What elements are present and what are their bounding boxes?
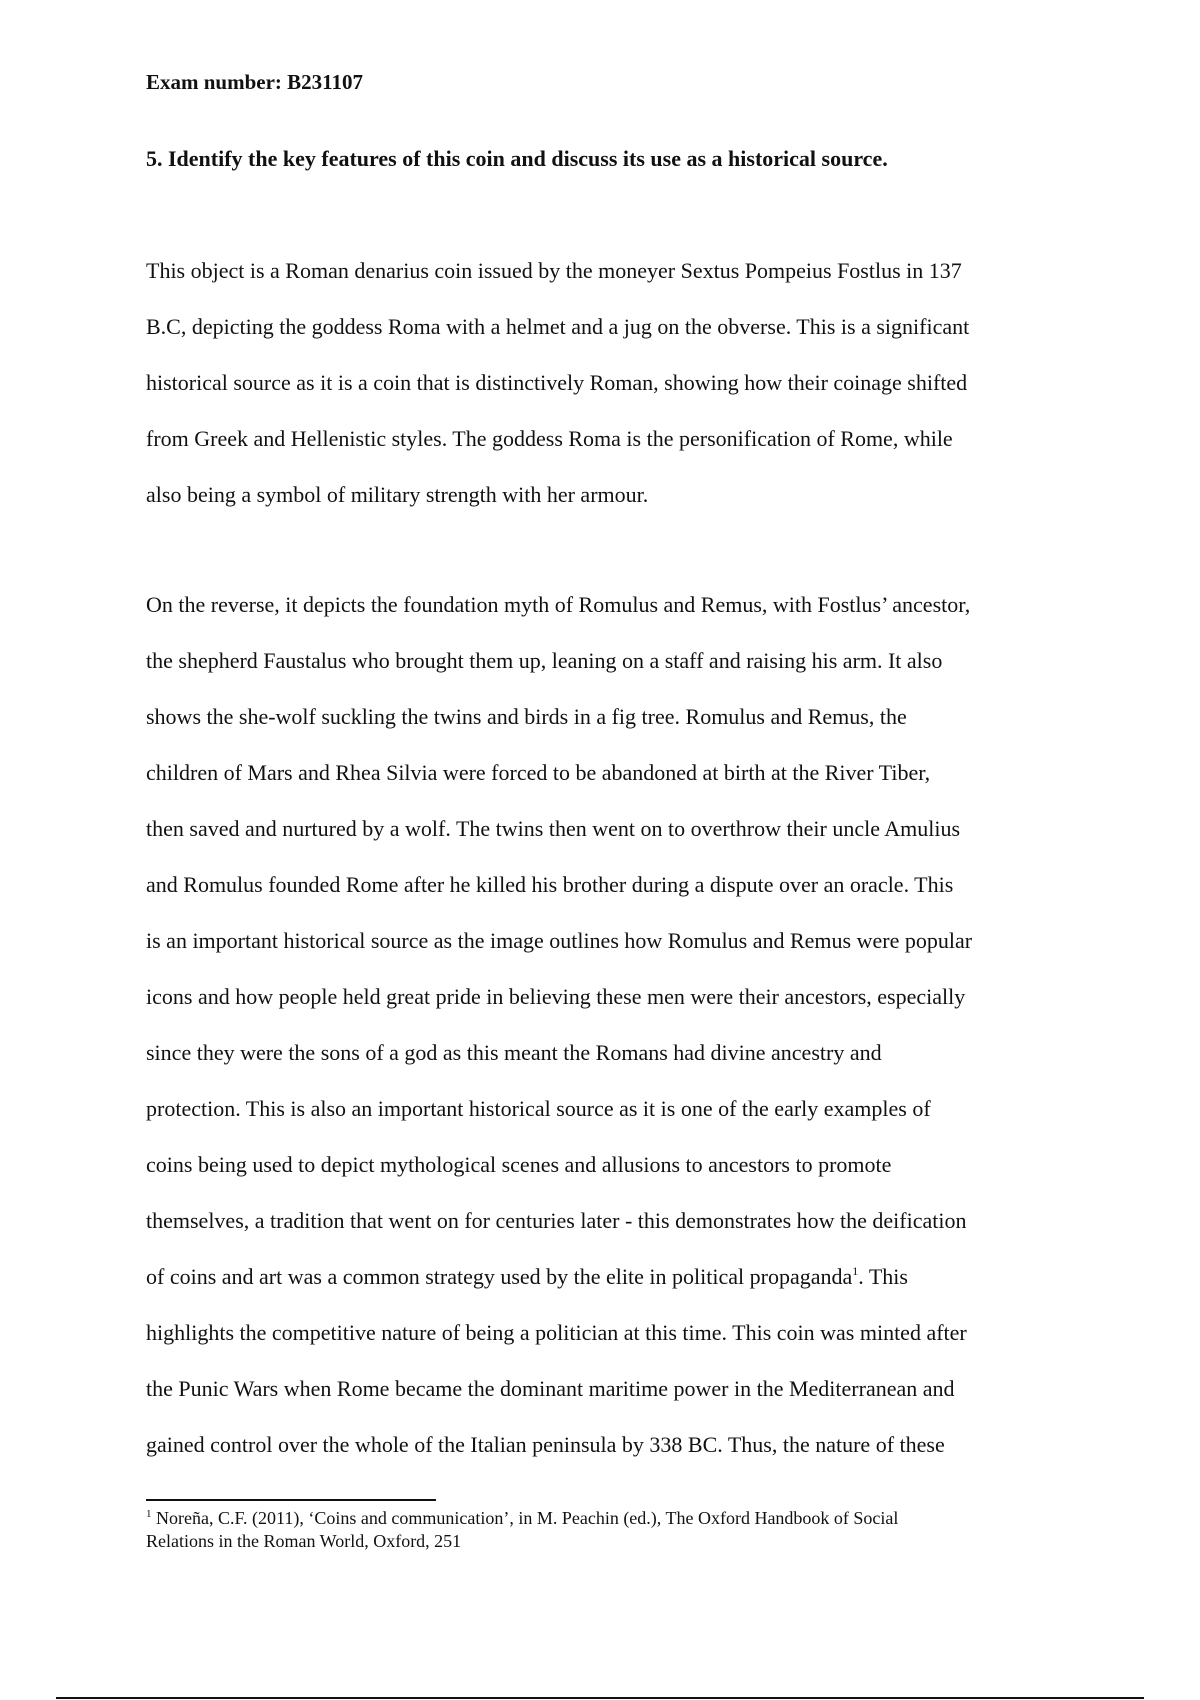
paragraph-line: shows the she-wolf suckling the twins and birds in a fig tree. Romulus and Remus, the — [146, 704, 907, 729]
footnote — [146, 1507, 1096, 1553]
paragraph-obverse — [146, 257, 1096, 537]
exam-number: Exam number: B231107 — [146, 70, 364, 94]
paragraph-line-text: of coins and art was a common strategy used by the elite in political propaganda — [146, 1264, 853, 1289]
paragraph-line: then saved and nurtured by a wolf. The twins then went on to overthrow their uncle Amulius — [146, 816, 961, 841]
paragraph-line: also being a symbol of military strength with her armour. — [146, 482, 649, 507]
paragraph-line: protection. This is also an important historical source as it is one of the early examples of — [146, 1096, 931, 1121]
footnote-reference[interactable]: 1 — [852, 1264, 859, 1278]
footnote-marker: 1 — [146, 1508, 152, 1520]
paragraph-line: This object is a Roman denarius coin issued by the moneyer Sextus Pompeius Fostlus in 137 — [146, 258, 962, 283]
footnote-text: Noreña, C.F. (2011), ‘Coins and communication’, in M. Peachin (ed.), The Oxford Handbook of Social — [156, 1508, 899, 1528]
paragraph-line-with-footnote — [146, 1263, 1096, 1319]
paragraph-line: themselves, a tradition that went on for centuries later - this demonstrates how the deification — [146, 1208, 967, 1233]
paragraph-line: the shepherd Faustalus who brought them up, leaning on a staff and raising his arm. It also — [146, 648, 943, 673]
paragraph-line: and Romulus founded Rome after he killed his brother during a dispute over an oracle. This — [146, 872, 954, 897]
footnote-line: Relations in the Roman World, Oxford, 251 — [146, 1531, 462, 1551]
paragraph-line: the Punic Wars when Rome became the dominant maritime power in the Mediterranean and — [146, 1376, 955, 1401]
page-bottom-rule — [56, 1697, 1144, 1699]
paragraph-line: is an important historical source as the image outlines how Romulus and Remus were popular — [146, 928, 973, 953]
paragraph-line: B.C, depicting the goddess Roma with a helmet and a jug on the obverse. This is a significant — [146, 314, 970, 339]
paragraph-line: from Greek and Hellenistic styles. The goddess Roma is the personification of Rome, while — [146, 426, 953, 451]
paragraph-reverse — [146, 591, 1096, 1487]
paragraph-line: coins being used to depict mythological scenes and allusions to ancestors to promote — [146, 1152, 892, 1177]
question-heading: 5. Identify the key features of this coin and discuss its use as a historical source. — [146, 146, 888, 171]
paragraph-line-tail: . This — [858, 1264, 908, 1289]
paragraph-line: gained control over the whole of the Italian peninsula by 338 BC. Thus, the nature of these — [146, 1432, 945, 1457]
paragraph-line: icons and how people held great pride in believing these men were their ancestors, especially — [146, 984, 966, 1009]
paragraph-line: historical source as it is a coin that is distinctively Roman, showing how their coinage shifted — [146, 370, 968, 395]
paragraph-line: On the reverse, it depicts the foundation myth of Romulus and Remus, with Fostlus’ ancestor, — [146, 592, 971, 617]
paragraph-line: since they were the sons of a god as this meant the Romans had divine ancestry and — [146, 1040, 882, 1065]
footnote-line — [146, 1507, 1096, 1530]
footnote-divider — [146, 1499, 436, 1501]
paragraph-line: highlights the competitive nature of being a politician at this time. This coin was minted after — [146, 1320, 967, 1345]
paragraph-line: children of Mars and Rhea Silvia were forced to be abandoned at birth at the River Tiber, — [146, 760, 931, 785]
